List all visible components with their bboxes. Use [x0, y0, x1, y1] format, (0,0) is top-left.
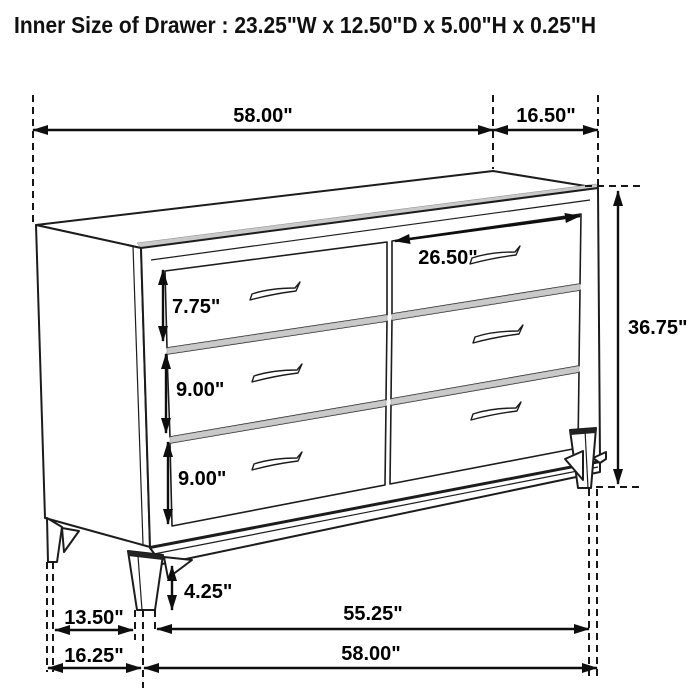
back-left-leg-brace [62, 528, 79, 552]
dim-base-span-front-label: 55.25" [343, 603, 403, 625]
dim-base-overall-front-label: 58.00" [341, 643, 401, 665]
back-left-leg [47, 518, 62, 562]
dim-middle-drawer-height-label: 9.00" [176, 379, 225, 401]
dim-leg-height-label: 4.25" [184, 581, 233, 603]
front-left-leg-brace [164, 557, 192, 578]
dresser-body [36, 171, 606, 610]
diagram-title: Inner Size of Drawer : 23.25"W x 12.50"D x 5.00"H x 0.25"H [14, 12, 596, 38]
dim-overall-height-label: 36.75" [628, 317, 688, 339]
front-left-leg [128, 551, 163, 610]
dresser-left-panel [36, 225, 150, 547]
dim-top-width-label: 58.00" [233, 105, 293, 127]
dim-bottom-drawer-height-label: 9.00" [178, 468, 227, 490]
dim-top-drawer-height-label: 7.75" [172, 296, 221, 318]
dim-base-overall-side-label: 16.25" [64, 645, 124, 667]
dim-drawer-width-label: 26.50" [418, 247, 478, 269]
dim-top-depth-label: 16.50" [516, 105, 576, 127]
dim-base-span-side-label: 13.50" [64, 607, 124, 629]
